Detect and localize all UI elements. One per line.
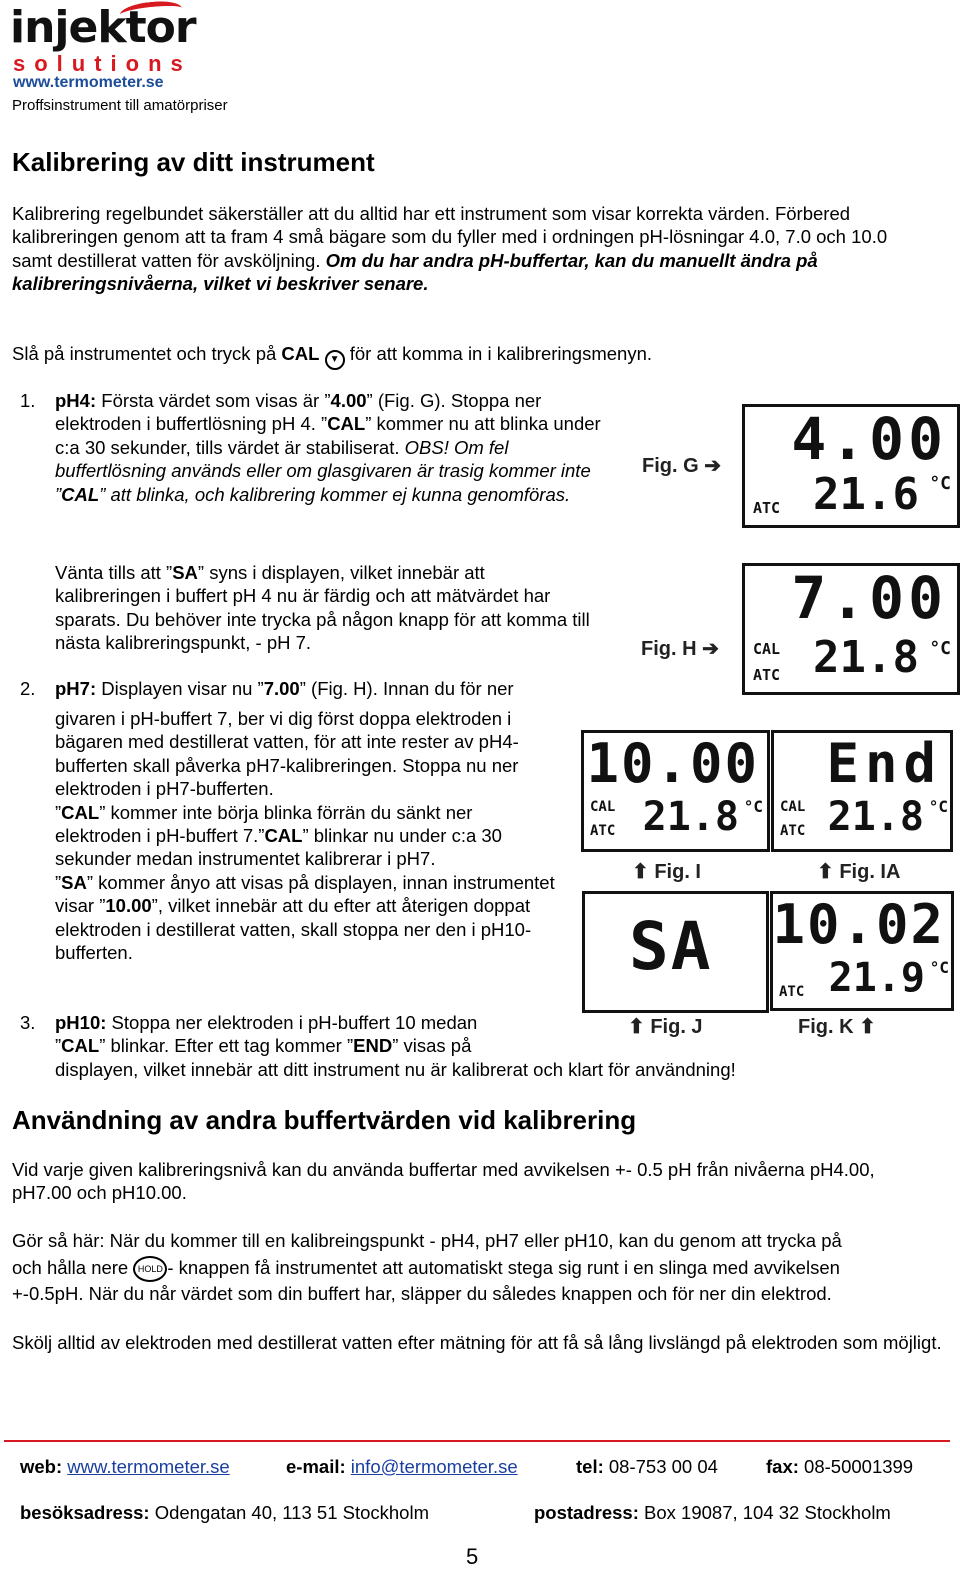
step1-text-a: Första värdet som visas är ” [96, 390, 331, 411]
fig-i-label [632, 860, 701, 884]
fig-h-label [641, 637, 719, 661]
logo-main: injektor [10, 2, 196, 53]
footer-visit [20, 1501, 429, 1524]
footer-tel-value: 08-753 00 04 [608, 1456, 718, 1477]
step3-text-c: ” visas på [392, 1035, 472, 1057]
fig-g-unit: °C [929, 473, 951, 494]
fig-ia-sub: 21.8 [827, 794, 924, 840]
step2-text-c: givaren i pH-buffert 7, ber vi dig först doppa elektroden i bägaren med destillerat vatten, för att inte rester av pH4-bufferten skall påverka pH7-kalibreringen. Stoppa nu ner elektroden i pH7-bufferten. [55, 708, 519, 800]
section2-p2-c: - knappen få instrumentet att automatiskt stega sig runt i en slinga med avvikelsen [167, 1257, 840, 1278]
arrow-right-icon: ➔ [702, 638, 719, 660]
step2-text: givaren i pH-buffert 7, ber vi dig först doppa elektroden i bägaren med destillerat vatten, för att inte rester av pH4-bufferten skall påverka pH7-kalibreringen. Stoppa nu ner elektroden i pH7-bufferten. ”CAL” kommer inte börja blinka förrän du sänkt ner elektroden i pH-buffert 7.”CAL” blinkar nu under c:a 30 sekunder medan instrumentet kalibrerar i pH7. ”SA” kommer ånyo att visas på displayen, innan instrumentet visar ”10.00”, vilket innebär att du efter att återigen doppat elektroden i destillerat vatten, skall stoppa ner den i pH10-bufferten. [55, 708, 555, 964]
footer-fax-value: 08-50001399 [804, 1456, 914, 1477]
lcd-fig-j [582, 891, 769, 1013]
intro-paragraph [12, 202, 932, 296]
footer-post [534, 1501, 891, 1524]
footer-fax-label: fax: [766, 1456, 799, 1477]
fig-g-main: 4.00 [791, 405, 947, 473]
arrow-up-icon: ⬆ [859, 1016, 876, 1038]
step1-cal: CAL [327, 413, 366, 435]
footer-post-label: postadress: [534, 1502, 639, 1523]
footer-post-value: Box 19087, 104 32 Stockholm [644, 1502, 891, 1523]
step1-sa: SA [172, 562, 198, 583]
lcd-fig-g [742, 404, 960, 528]
section2-p2 [12, 1229, 942, 1252]
step3-end: END [353, 1035, 393, 1057]
footer-tel [576, 1455, 718, 1478]
fig-i-atc: ATC [590, 823, 616, 839]
arrow-up-icon: ⬆ [632, 861, 649, 883]
arrow-up-icon: ⬆ [817, 861, 834, 883]
step2-cal1: CAL [61, 801, 100, 823]
footer-web-link[interactable]: www.termometer.se [67, 1456, 230, 1477]
start-after: för att komma in i kalibreringsmenyn. [349, 343, 652, 364]
start-key: CAL [281, 343, 320, 364]
footer-web [20, 1455, 230, 1478]
step2-text-b: ” (Fig. H). Innan du för ner [299, 678, 514, 699]
step2-label: pH7: [55, 678, 97, 699]
intro-text: Kalibrering regelbundet säkerställer att du alltid har ett instrument som visar korrekta värden. Förbered kalibreringen genom att ta fram 4 små bägare som du fyller med i ordningen pH-lösningar 4.0, 7.0 och 10.0 samt destillerat vatten för avsköljning. [12, 203, 888, 271]
footer-web-label: web: [20, 1456, 63, 1477]
step3-cal: CAL [61, 1035, 100, 1057]
step2-text-f: ” kommer ånyo att visas på displayen, innan instrumentet visar ” [55, 871, 555, 917]
step1-wait-b: ” syns i displayen, vilket innebär att kalibreringen i buffert pH 4 nu är färdig och att mätvärdet har sparats. Du behöver inte trycka på någon knapp för att komma till nästa kalibreringspunkt, - pH 7. [55, 562, 590, 654]
fig-i-unit: °C [743, 797, 763, 816]
step1-warn-a: OBS! Om fel buffertlösning används eller om glasgivaren är trasig kommer inte ” [55, 436, 591, 505]
fig-h-cal: CAL [753, 640, 781, 658]
footer-email [286, 1455, 518, 1478]
lcd-fig-ia [771, 730, 953, 852]
footer-email-link[interactable]: info@termometer.se [350, 1456, 518, 1477]
fig-g-label [642, 454, 721, 478]
step3-text: pH10: Stoppa ner elektroden i pH-buffert 10 medan ”CAL” blinkar. Efter ett tag kommer ”END” visas på displayen, vilket innebär att ditt instrument nu är kalibrerat och klart för användning! [55, 1012, 736, 1080]
cal-button-icon: ▼ [325, 350, 345, 370]
footer-visit-value: Odengatan 40, 113 51 Stockholm [154, 1502, 429, 1523]
step2-text-e: ” blinkar nu under c:a 30 sekunder medan instrumentet kalibrerar i pH7. [55, 825, 502, 870]
fig-k-atc: ATC [779, 984, 805, 1000]
fig-h-main: 7.00 [791, 564, 947, 632]
section2-p2-d: +-0.5pH. När du når värdet som din buffert har, släpper du således knappen och för ner din elektrod. [12, 1283, 832, 1304]
section2-p3: Skölj alltid av elektroden med destillerat vatten efter mätning för att få så lång livslängd på elektroden som möjligt. [12, 1332, 942, 1353]
logo-url[interactable]: www.termometer.se [13, 74, 164, 91]
fig-ia-label-text: Fig. IA [839, 861, 901, 883]
fig-ia-atc: ATC [780, 823, 806, 839]
fig-i-sub: 21.8 [642, 794, 739, 840]
fig-ia-main: End [826, 732, 942, 795]
fig-h-label-text: Fig. H [641, 638, 697, 660]
footer-tel-label: tel: [576, 1456, 604, 1477]
fig-j-label [628, 1015, 703, 1039]
lcd-fig-i [581, 730, 770, 852]
footer-email-label: e-mail: [286, 1456, 346, 1477]
step1-label: pH4: [55, 390, 97, 411]
fig-g-sub: 21.6 [813, 469, 919, 520]
step1-text [55, 389, 615, 506]
step2-value: 7.00 [263, 678, 300, 699]
fig-k-main: 10.02 [772, 893, 945, 956]
step3-number: 3. [20, 1012, 36, 1033]
page-title: Kalibrering av ditt instrument [12, 147, 375, 177]
step1-value: 4.00 [330, 390, 367, 411]
fig-j-label-text: Fig. J [650, 1016, 703, 1038]
page-number: 5 [466, 1544, 479, 1569]
step3-text-a: Stoppa ner elektroden i pH-buffert 10 medan [106, 1012, 478, 1033]
step3-text-d: displayen, vilket innebär att ditt instrument nu är kalibrerat och klart för användning! [55, 1058, 736, 1080]
step3-label: pH10: [55, 1012, 107, 1033]
tagline: Proffsinstrument till amatörpriser [12, 97, 228, 114]
fig-i-label-text: Fig. I [654, 861, 701, 883]
section2-title: Användning av andra buffertvärden vid kalibrering [12, 1105, 637, 1135]
footer-visit-label: besöksadress: [20, 1502, 150, 1523]
step2-text-g: ”, vilket innebär att du efter att återigen doppat elektroden i destillerat vatten, skall stoppa ner den i pH10-bufferten. [55, 895, 532, 964]
fig-ia-cal: CAL [780, 799, 806, 815]
step2-sa: SA [61, 871, 87, 893]
section2-p1: Vid varje given kalibreringsnivå kan du använda buffertar med avvikelsen +- 0.5 pH från nivåerna pH4.00, pH7.00 och pH10.00. [12, 1159, 875, 1204]
step2-text-d: ” kommer inte börja blinka förrän du sänkt ner elektroden i pH-buffert 7.” [55, 801, 473, 847]
start-instruction [12, 342, 932, 370]
fig-ia-label [817, 860, 900, 884]
fig-i-main: 10.00 [586, 732, 759, 795]
arrow-up-icon: ⬆ [628, 1016, 645, 1038]
step2-text-a: Displayen visar nu ” [96, 678, 264, 699]
fig-ia-unit: °C [928, 797, 948, 816]
step1-wait-text [55, 561, 595, 655]
logo-sub: solutions [13, 51, 192, 76]
step2-cal2: CAL [264, 825, 303, 847]
step2-heading [55, 677, 615, 700]
step1-warn-b: ” att blinka, och kalibrering kommer ej kunna genomföras. [99, 483, 571, 505]
step1-text-c: ” kommer nu att blinka under c:a 30 sekunder, tills värdet är stabiliserat. [55, 413, 601, 458]
fig-j-main: SA [629, 908, 713, 985]
step2-number: 2. [20, 678, 36, 699]
start-before: Slå på instrumentet och tryck på [12, 343, 282, 364]
intro-emphasis: Om du har andra pH-buffertar, kan du manuellt ändra på kalibreringsnivåerna, vilket vi beskriver senare. [12, 249, 818, 295]
lcd-fig-k [770, 891, 954, 1011]
footer-divider [4, 1440, 950, 1442]
step3-text-b: ” blinkar. Efter ett tag kommer ” [99, 1035, 354, 1057]
fig-i-cal: CAL [590, 799, 616, 815]
step1-warn-cal: CAL [61, 483, 100, 505]
fig-k-label [798, 1015, 876, 1039]
section2-p2-cont [12, 1256, 942, 1306]
fig-k-label-text: Fig. K [798, 1016, 854, 1038]
fig-h-atc: ATC [753, 666, 781, 684]
section2-p2-b: och hålla nere [12, 1257, 134, 1278]
step1-wait-a: Vänta tills att ” [55, 562, 173, 583]
step1-text-b: ” (Fig. G). Stoppa ner elektroden i buffertlösning pH 4. ” [55, 390, 542, 435]
fig-g-label-text: Fig. G [642, 455, 699, 477]
section2-p2-a: Gör så här: När du kommer till en kalibreingspunkt - pH4, pH7 eller pH10, kan du genom att trycka på [12, 1230, 842, 1251]
fig-k-sub: 21.9 [828, 955, 925, 1001]
arrow-right-icon: ➔ [704, 455, 721, 477]
lcd-fig-h [742, 563, 960, 695]
footer-fax [766, 1455, 913, 1478]
fig-h-unit: °C [929, 638, 951, 659]
hold-label: HOLD [137, 1264, 163, 1274]
step1-number: 1. [20, 390, 36, 411]
step2-value2: 10.00 [105, 895, 152, 917]
fig-k-unit: °C [929, 958, 949, 977]
fig-h-sub: 21.8 [813, 632, 919, 683]
hold-button-icon [133, 1256, 167, 1282]
fig-g-atc: ATC [753, 499, 781, 517]
